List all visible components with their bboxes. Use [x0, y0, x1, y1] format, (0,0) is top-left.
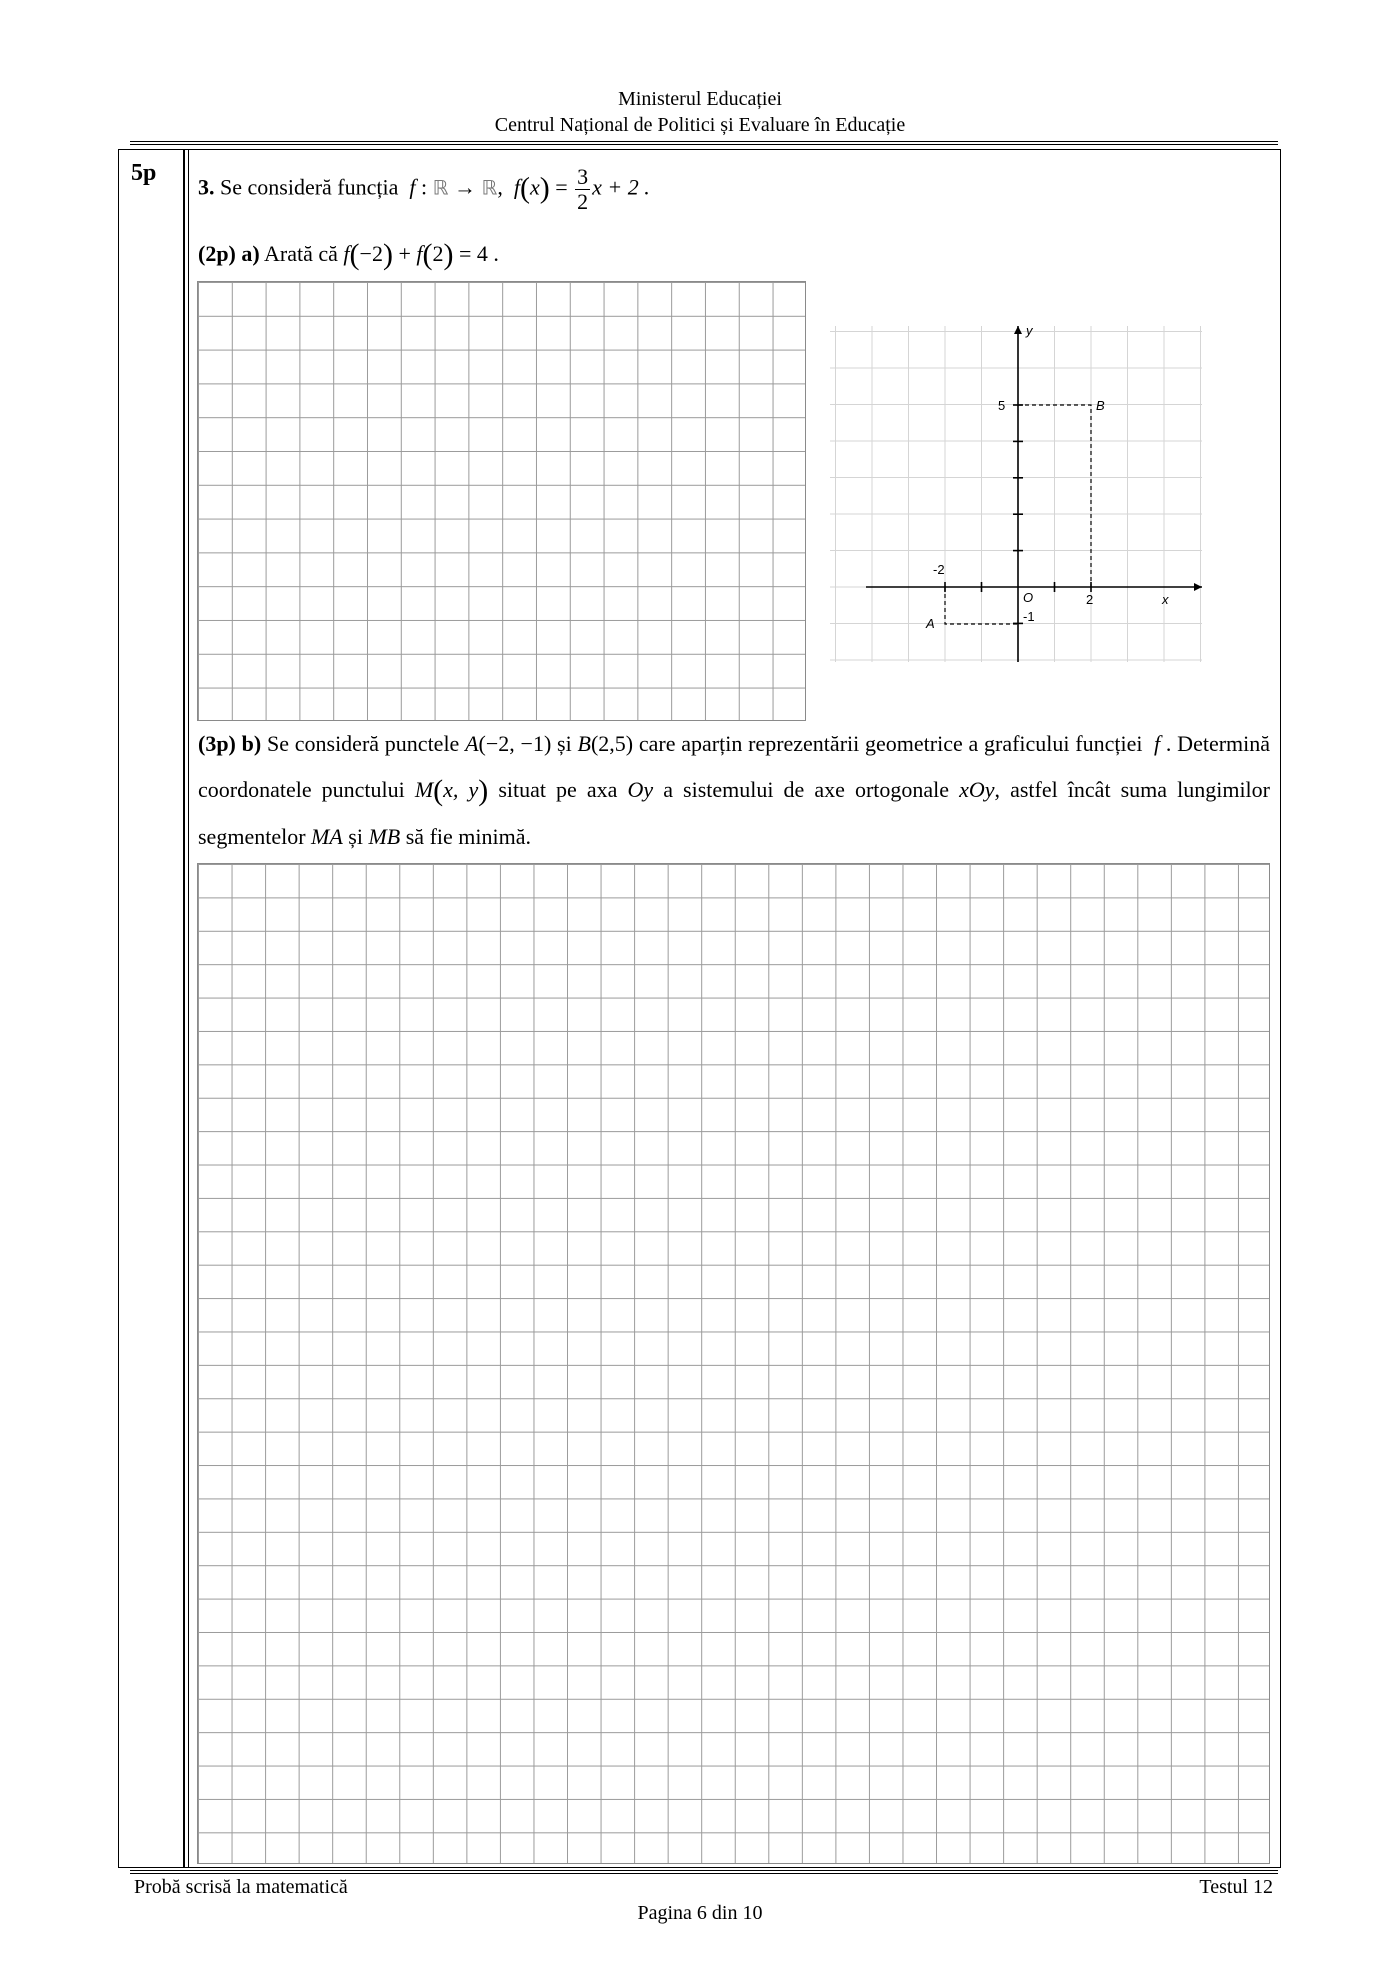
point-B-label: B — [1096, 398, 1105, 413]
part-b-text-5: a sistemului de axe ortogonale — [663, 777, 950, 802]
y-axis-arrow — [1014, 326, 1022, 334]
point-A-coords: (−2, −1) — [478, 731, 552, 756]
footer-test-number: Testul 12 — [1199, 1876, 1273, 1898]
part-a-f1: f — [343, 241, 350, 266]
problem-statement: 3. Se consideră funcția f : ℝ → ℝ, f(x) = $\frac{3}{2}$ x + 2 . — [198, 164, 650, 214]
part-a-text: Arată că — [264, 241, 338, 266]
system-xOy: xOy — [959, 777, 995, 802]
center-name: Centrul Național de Politici și Evaluare în Educație — [494, 114, 906, 136]
ministry-name: Ministerul Educației — [618, 88, 782, 110]
part-b-text-4: situat pe axa — [498, 777, 618, 802]
part-a-points: (2p) — [198, 241, 236, 266]
point-M-name: M — [414, 777, 434, 802]
part-a-plus: + — [392, 241, 417, 266]
axis-Oy: Oy — [627, 777, 654, 802]
footer-page-number: Pagina 6 din 10 — [637, 1902, 763, 1924]
points-label: 5p — [131, 160, 157, 186]
tick-label-2: 2 — [1086, 592, 1094, 607]
part-b-and-1: și — [557, 731, 572, 756]
fraction-three-halves — [575, 165, 590, 214]
tick-label-neg1: -1 — [1023, 609, 1035, 624]
footer-rule — [130, 1870, 1278, 1874]
equals-sign: = — [549, 174, 574, 200]
linear-term: x + 2 . — [592, 174, 650, 200]
x-variable: x — [529, 174, 540, 200]
problem-intro: Se consideră funcția — [220, 174, 399, 200]
part-b-text-7: să fie minimă. — [405, 824, 531, 849]
point-A-name: A — [465, 731, 479, 756]
part-a-statement: (2p) a) Arată că f(−2) + f(2) = 4 . — [198, 238, 499, 271]
part-b-text-2: care aparțin reprezentării geometrice a graficului funcției — [638, 731, 1143, 756]
point-B-name: B — [577, 731, 591, 756]
fx-symbol: f — [513, 174, 520, 200]
footer-exam-name: Probă scrisă la matematică — [134, 1876, 348, 1898]
part-b-label: b) — [241, 731, 262, 756]
point-B-coords: (2,5) — [590, 731, 634, 756]
part-b-statement: (3p) b) Se consideră punctele A(−2, −1) și B(2,5) care aparțin reprezentării geometrice a graficului funcției f . Determină coordonatele punctului M(x, y) situat pe axa Oy a sistemului de axe ortogonale xOy, astfel încât suma lungimilor segmentelor MA și MB să fie minimă. — [198, 731, 1271, 849]
real-set-domain: ℝ — [432, 175, 449, 200]
tick-label-neg2: -2 — [933, 562, 945, 577]
part-b-points: (3p) — [198, 731, 236, 756]
func-symbol: f — [409, 174, 416, 200]
figure-grid — [830, 326, 1202, 662]
fraction-numerator: 3 — [577, 164, 589, 189]
part-a-answer-grid[interactable] — [197, 281, 806, 721]
origin-label: O — [1023, 590, 1034, 605]
problem-number: 3. — [198, 174, 215, 200]
coordinate-figure — [830, 322, 1202, 666]
part-a-label: a) — [241, 241, 260, 266]
tick-label-5: 5 — [998, 398, 1006, 413]
points-column-divider-inner — [188, 149, 189, 1868]
segment-MB: MB — [368, 824, 401, 849]
part-b-and-2: și — [348, 824, 363, 849]
header-rule — [130, 141, 1278, 145]
points-column-divider — [183, 149, 185, 1868]
part-a-result: = 4 . — [453, 241, 499, 266]
part-a-f2: f — [416, 241, 423, 266]
arrow-symbol: → — [448, 174, 482, 200]
part-a-arg2: 2 — [432, 241, 444, 266]
x-axis-label: x — [1162, 592, 1169, 607]
part-b-text-1: Se consideră punctele — [266, 731, 460, 756]
segment-MA: MA — [311, 824, 343, 849]
comma: , — [497, 174, 509, 200]
point-A-label: A — [926, 616, 935, 631]
part-b-text-6: , astfel încât suma lungimilor segmentelor — [198, 777, 1270, 849]
fraction-denominator: 2 — [577, 189, 589, 214]
page-header — [0, 86, 1400, 138]
part-b-text-3: . Determină coordonatele punctului — [198, 731, 1271, 802]
real-set-codomain: ℝ — [481, 175, 498, 200]
part-a-arg1: −2 — [359, 241, 383, 266]
part-b-func: f — [1154, 731, 1161, 756]
point-M-coords: x, y — [443, 777, 479, 802]
part-b-answer-grid[interactable] — [197, 863, 1270, 1864]
domain-sep: : — [415, 174, 433, 200]
y-axis-label: y — [1026, 323, 1033, 338]
